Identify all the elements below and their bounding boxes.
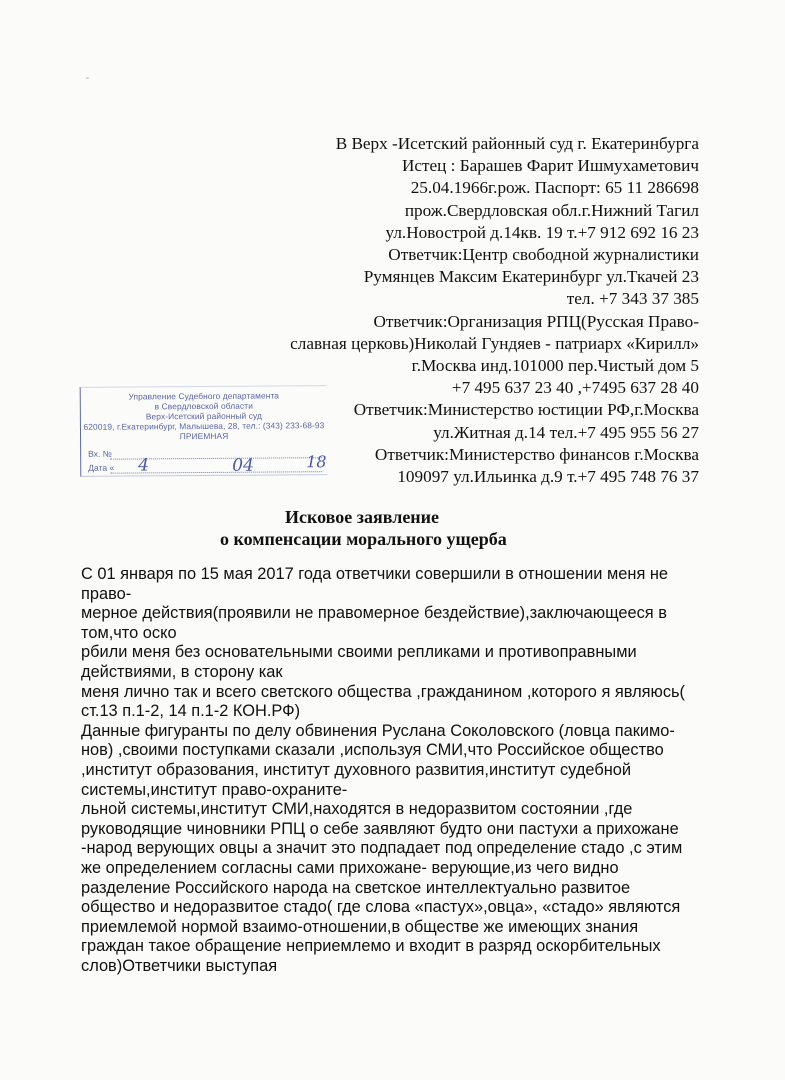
claim-body-text [81, 565, 741, 976]
header-line-defendant-1: Ответчик:Центр свободной журналистики [388, 245, 699, 265]
body-line: же определением согласны сами прихожане- верующие,из чего видно [81, 858, 619, 877]
body-line: том,что оско [81, 623, 177, 642]
body-line: льной системы,институт СМИ,находятся в недоразвитом состоянии ,где [81, 800, 633, 819]
stamp-handwritten-year: 18 [306, 452, 327, 472]
header-line-plaintiff: Истец : Барашев Фарит Ишмухаметович [401, 156, 699, 176]
header-line-defendant-2: Ответчик:Организация РПЦ(Русская Право- [373, 311, 699, 331]
header-line-defendant-2-address: г.Москва инд.101000 пер.Чистый дом 5 [411, 356, 699, 376]
stamp-handwritten-month: 04 [232, 455, 254, 476]
paper-mark [86, 77, 89, 79]
body-line: мерное действия(проявили не правомерное бездействие),заключающееся в [81, 604, 667, 623]
body-line: рбили меня без основательными своими репликами и противоправными [81, 643, 637, 662]
body-line: ст.13 п.1-2, 14 п.1-2 КОН.РФ) [81, 702, 301, 721]
body-line: приемлемой нормой взаимо-отношении,в обществе же имеющих знания [81, 917, 639, 936]
addressee-block [290, 133, 699, 488]
header-line-defendant-2-cont: славная церковь)Николай Гундяев - патриарх «Кирилл» [290, 333, 699, 353]
body-line: системы,институт право-охраните- [81, 780, 348, 799]
header-line-court: В Верх -Исетский районный суд г. Екатеринбурга [335, 134, 699, 153]
body-line: право- [81, 584, 132, 603]
stamp-line-department: Управление Судебного департамента [128, 390, 280, 402]
header-line-defendant-4: Ответчик:Министерство финансов г.Москва [374, 444, 699, 464]
header-line-defendant-3-address: ул.Житная д.14 тел.+7 495 955 56 27 [433, 422, 699, 442]
body-line: Данные фигуранты по делу обвинения Руслана Соколовского (ловца пакимо- [81, 721, 675, 740]
title-line-2: о компенсации морального ущерба [220, 529, 507, 549]
body-line: С 01 января по 15 мая 2017 года ответчики совершили в отношении меня не [81, 565, 669, 583]
body-line: слов)Ответчики выступая [81, 956, 278, 975]
body-line: разделение Российского народа на светское интеллектуально развитое [81, 878, 631, 897]
header-line-defendant-4-address: 109097 ул.Ильинка д.9 т.+7 495 748 76 37 [397, 467, 699, 487]
header-line-passport: 25.04.1966г.рож. Паспорт: 65 11 286698 [410, 178, 699, 198]
title-line-1: Исковое заявление [285, 507, 440, 527]
stamp-reg-label: Вх. № [88, 448, 112, 459]
body-line: ,институт образования, институт духовного развития,институт судебной [81, 760, 632, 779]
header-line-defendant-1-phone: тел. +7 343 37 385 [566, 289, 699, 309]
stamp-line-reception: ПРИЕМНАЯ [179, 430, 229, 442]
stamp-line-address: 620019, г.Екатеринбург, Малышева, 28, тел.: (343) 233-68-93 [83, 420, 325, 432]
stamp-line-region: в Свердловской области [154, 400, 254, 412]
header-line-defendant-2-phone: +7 495 637 23 40 ,+7495 637 28 40 [451, 378, 699, 398]
header-line-defendant-3: Ответчик:Министерство юстиции РФ,г.Москва [353, 400, 699, 420]
header-line-residence: прож.Свердловская обл.г.Нижний Тагил [404, 200, 699, 220]
header-line-defendant-1-address: Румянцев Максим Екатеринбург ул.Ткачей 23 [363, 267, 699, 287]
stamp-date-label: Дата « [88, 462, 115, 473]
body-line: нов) ,своими поступками сказали ,используя СМИ,что Российское общество [81, 741, 664, 760]
body-line: -народ верующих овцы а значит это подпадает под определение стадо ,с этим [81, 839, 683, 858]
header-line-address: ул.Новострой д.14кв. 19 т.+7 912 692 16 23 [385, 222, 699, 242]
body-line: действиями, в сторону как [81, 662, 283, 681]
body-line: меня лично так и всего светского общества ,гражданином ,которого я являюсь( [81, 682, 686, 701]
body-line: руководящие чиновники РПЦ о себе заявляют будто они пастухи а прихожане [81, 819, 679, 838]
court-reception-stamp [80, 385, 329, 479]
stamp-handwritten-day: 4 [138, 455, 150, 476]
body-line: граждан такое обращение неприемлемо и входит в разряд оскорбительных [81, 937, 661, 956]
body-line: общество и недоразвитое стадо( где слова «пастух»,овца», «стадо» являются [81, 898, 681, 917]
stamp-line-court: Верх-Исетский районный суд [145, 410, 262, 422]
